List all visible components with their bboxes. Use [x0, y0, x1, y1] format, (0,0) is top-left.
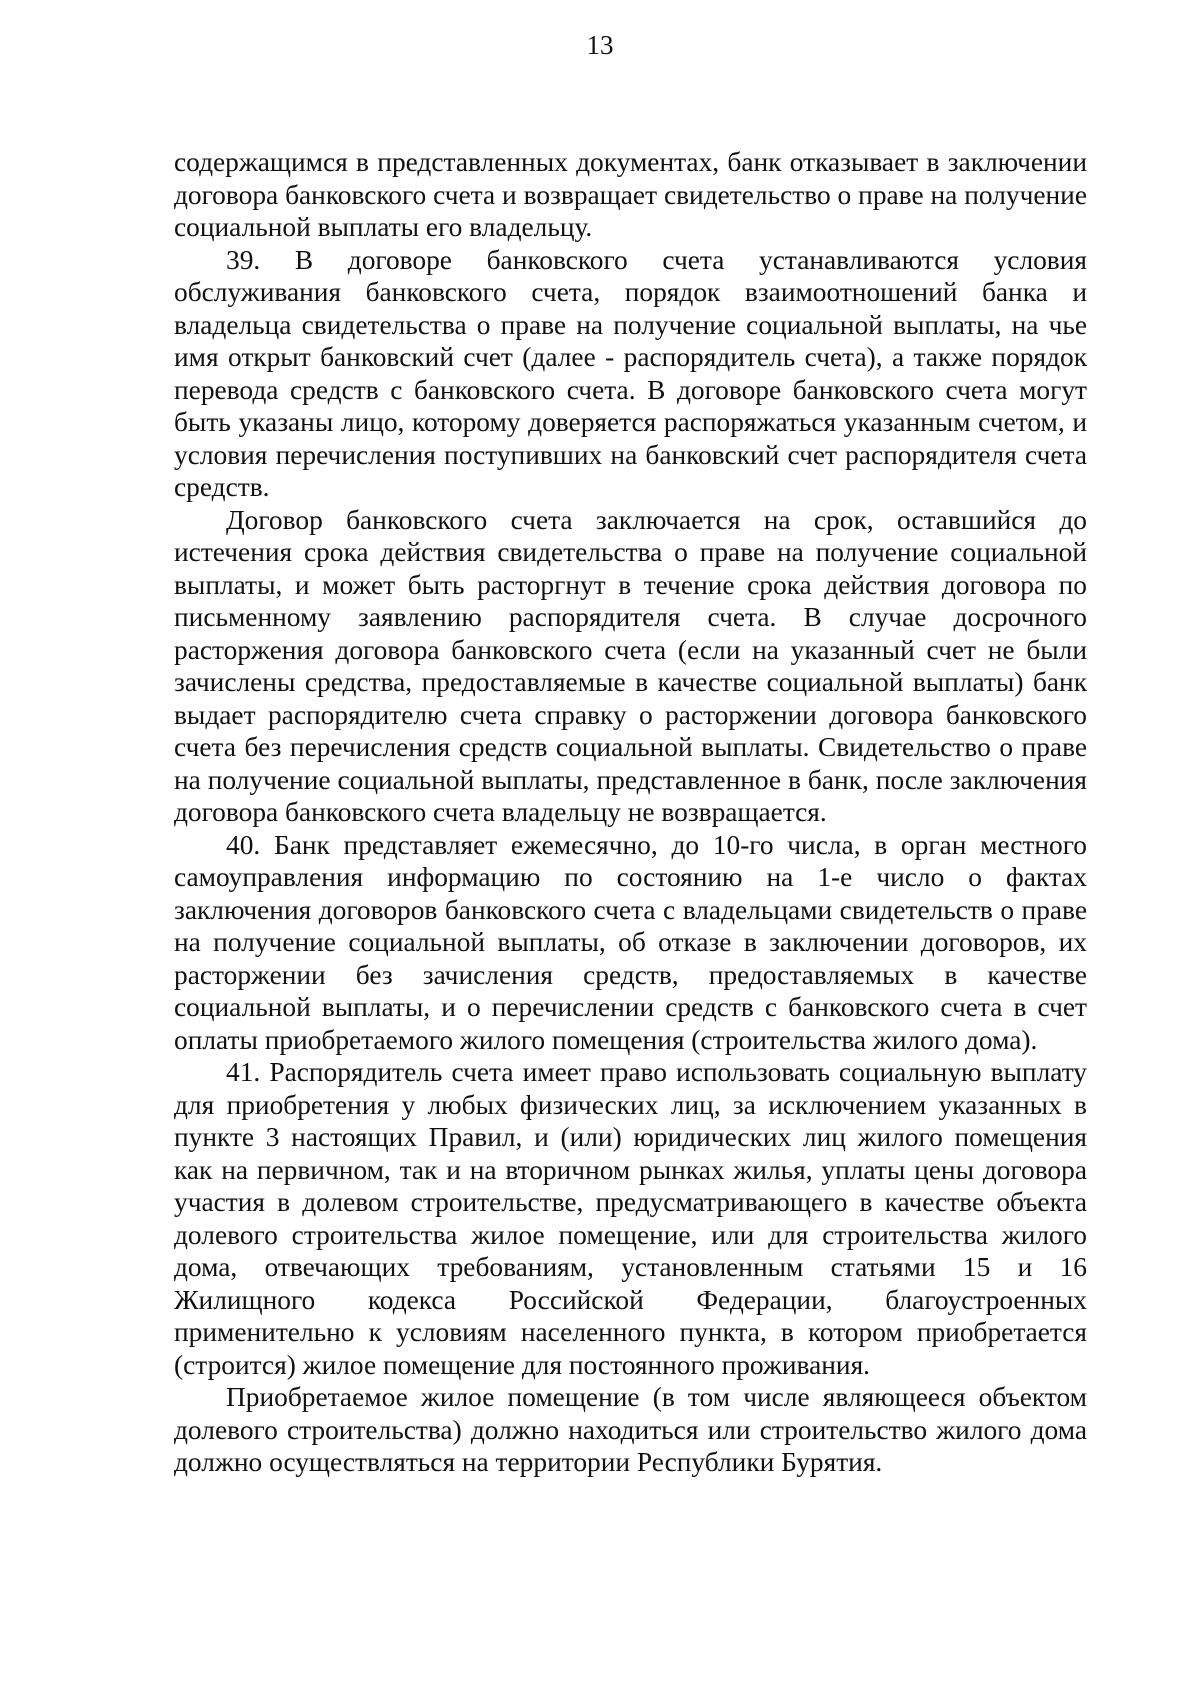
paragraph-39: 39. В договоре банковского счета устанавливаются условия обслуживания банковского счета, порядок взаимоотношений банка и владельца свидетельства о праве на получение социальной выплаты, на чье имя открыт банковский счет (далее - распорядитель счета), а также порядок перевода средств с банковского счета. В договоре банковского счета могут быть указаны лицо, которому доверяется распоряжаться указанным счетом, и условия перечисления поступивших на банковский счет распорядителя счета средств.	[174, 244, 1087, 502]
paragraph-41: 41. Распорядитель счета имеет право использовать социальную выплату для приобретения у любых физических лиц, за исключением указанных в пункте 3 настоящих Правил, и (или) юридических лиц жилого помещения как на первичном, так и на вторичном рынках жилья, уплаты цены договора участия в долевом строительстве, предусматривающего в качестве объекта долевого строительства жилое помещение, или для строительства жилого дома, отвечающих требованиям, установленным статьями 15 и 16 Жилищного кодекса Российской Федерации, благоустроенных применительно к условиям населенного пункта, в котором приобретается (строится) жилое помещение для постоянного проживания.	[174, 1057, 1087, 1380]
document-body	[174, 146, 1087, 1479]
paragraph-continuation: содержащимся в представленных документах, банк отказывает в заключении договора банковского счета и возвращает свидетельство о праве на получение социальной выплаты его владельцу.	[174, 147, 1087, 242]
page-number: 13	[586, 30, 614, 60]
paragraph-housing-location: Приобретаемое жилое помещение (в том числе являющееся объектом долевого строительства) должно находиться или строительство жилого дома должно осуществляться на территории Республики Бурятия.	[174, 1382, 1087, 1477]
paragraph-bank-account-agreement: Договор банковского счета заключается на срок, оставшийся до истечения срока действия свидетельства о праве на получение социальной выплаты, и может быть расторгнут в течение срока действия договора по письменному заявлению распорядителя счета. В случае досрочного расторжения договора банковского счета (если на указанный счет не были зачислены средства, предоставляемые в качестве социальной выплаты) банк выдает распорядителю счета справку о расторжении договора банковского счета без перечисления средств социальной выплаты. Свидетельство о праве на получение социальной выплаты, представленное в банк, после заключения договора банковского счета владельцу не возвращается.	[174, 504, 1087, 827]
paragraph-40: 40. Банк представляет ежемесячно, до 10-го числа, в орган местного самоуправления информацию по состоянию на 1-е число о фактах заключения договоров банковского счета с владельцами свидетельств о праве на получение социальной выплаты, об отказе в заключении договоров, их расторжении без зачисления средств, предоставляемых в качестве социальной выплаты, и о перечислении средств с банковского счета в счет оплаты приобретаемого жилого помещения (строительства жилого дома).	[174, 829, 1087, 1055]
